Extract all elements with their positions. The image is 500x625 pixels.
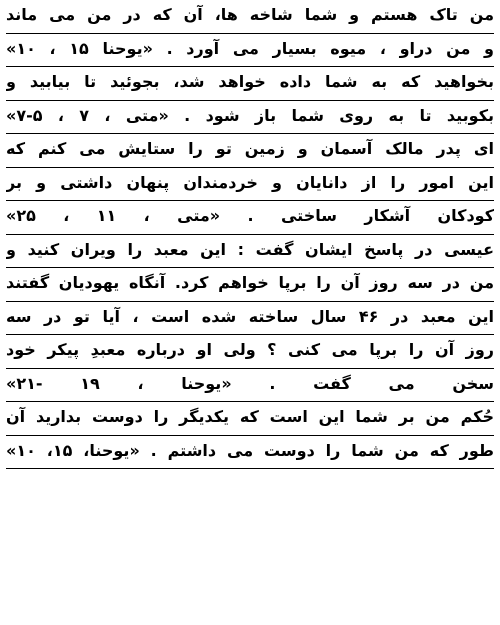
text-line-9: من در سه روز آن را برپا خواهم کرد. آنگاه یهودیان گفتند [6, 268, 494, 302]
text-line-2: و من دراو ، میوه بسیار می آورد . «یوحنا ۱۵ ، ۱۰» [6, 34, 494, 68]
text-line-3: بخواهید که به شما داده خواهد شد، بجوئید تا بیابید و [6, 67, 494, 101]
text-line-7: کودکان آشکار ساختی . «متی ، ۱۱ ، ۲۵» [6, 201, 494, 235]
text-line-5: ای پدر مالک آسمان و زمین تو را ستایش می کنم که [6, 134, 494, 168]
text-line-13: حُکم من بر شما این است که یکدیگر را دوست بدارید آن [6, 402, 494, 436]
text-line-4: بکوبید تا به روی شما باز شود . «متی ، ۷ ، ۵-۷» [6, 101, 494, 135]
text-line-11: روز آن را برپا می کنی ؟ ولی او درباره معبدِ پیکر خود [6, 335, 494, 369]
text-line-14: طور که من شما را دوست می داشتم . «یوحنا، ۱۵، ۱۰» [6, 436, 494, 470]
text-line-8: عیسی در پاسخ ایشان گفت : این معبد را ویران کنید و [6, 235, 494, 269]
text-line-1: من تاک هستم و شما شاخه ها، آن که در من می ماند [6, 0, 494, 34]
text-line-10: این معبد در ۴۶ سال ساخته شده است ، آیا تو در سه [6, 302, 494, 336]
text-line-12: سخن می گفت . «یوحنا ، ۱۹ -۲۱» [6, 369, 494, 403]
text-line-6: این امور را از دانایان و خردمندان پنهان داشتی و بر [6, 168, 494, 202]
